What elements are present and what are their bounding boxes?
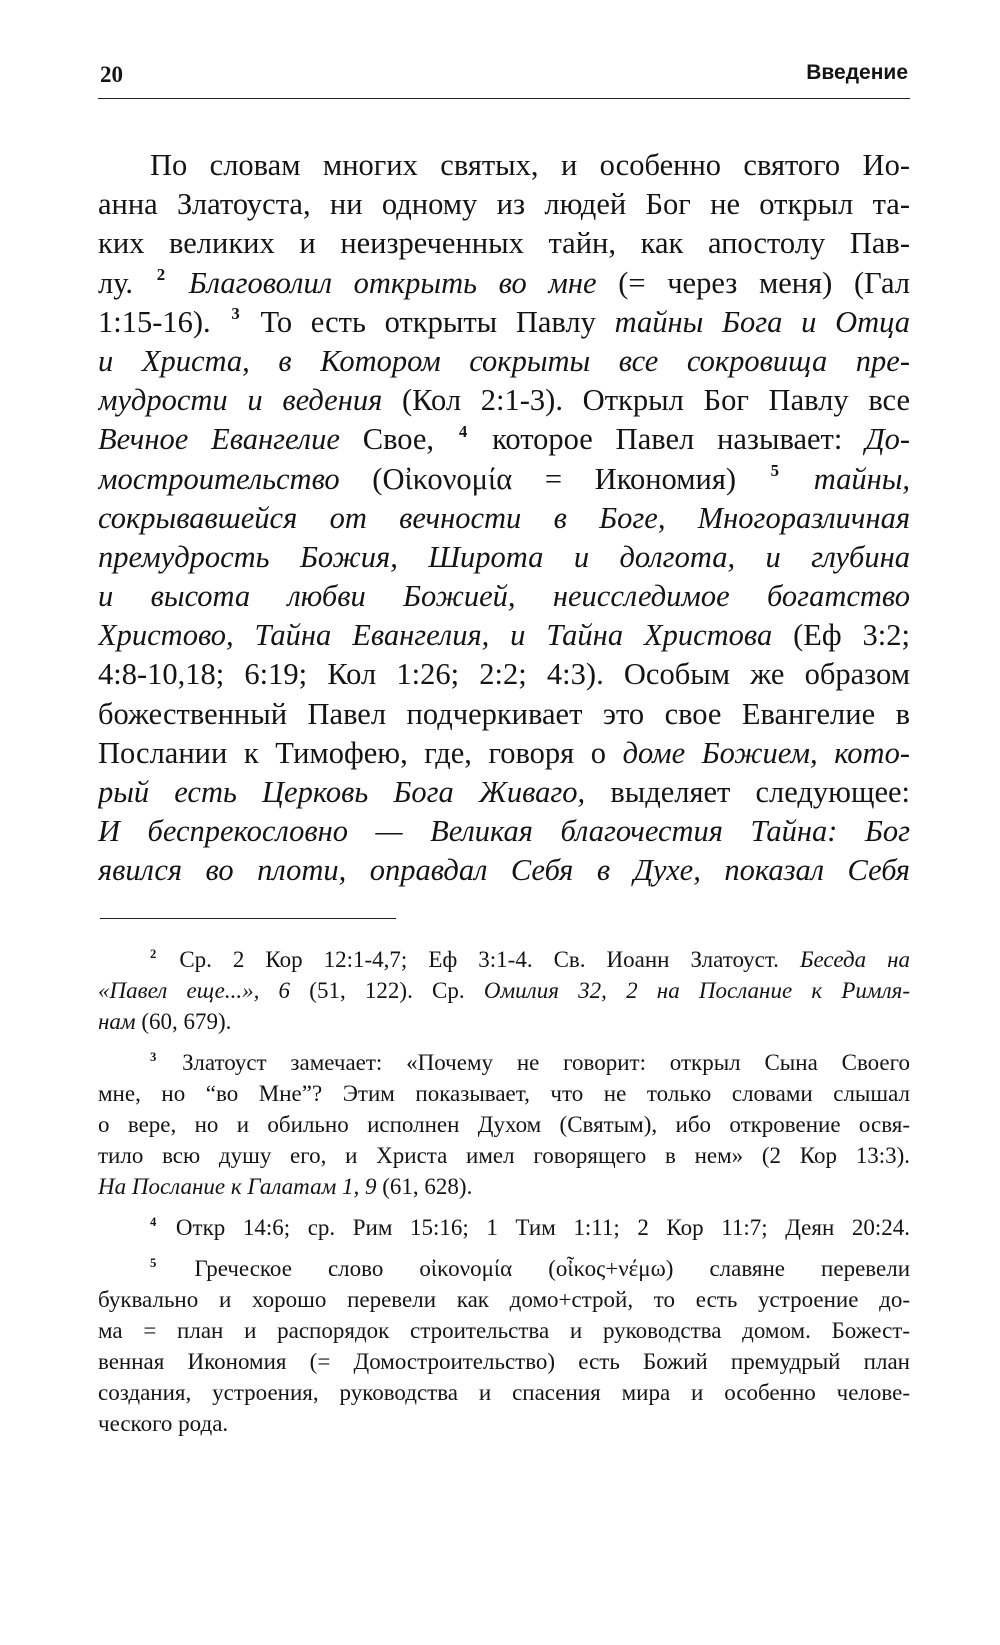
footnote-line: о вере, но и обильно исполнен Духом (Святым), ибо откровение освя- xyxy=(98,1112,910,1137)
text-line: рый есть Церковь Бога Живаго, выделяет следующее: xyxy=(98,775,910,809)
footnote-2 xyxy=(98,944,910,1037)
text-line: и высота любви Божией, неисследимое богатство xyxy=(98,579,910,614)
section-title: Введение xyxy=(806,61,908,84)
text-line: мудрости и ведения (Кол 2:1-3). Открыл Бог Павлу все xyxy=(98,383,910,418)
text-line: лу. $^2$ Благоволил открыть во мне (= через меня) (Гал xyxy=(98,264,910,300)
footnote-line: «Павел еще...», 6 (51, 122). Ср. Омилия 32, 2 на Послание к Римля- xyxy=(98,978,910,1003)
footnote-line: тило всю душу его, и Христа имел говорящего в нем» (2 Кор 13:3). xyxy=(98,1143,910,1168)
footnote-line: венная Икономия (= Домостроительство) есть Божий премудрый план xyxy=(98,1349,910,1374)
text-line: По словам многих святых, и особенно святого Ио- xyxy=(150,148,910,182)
footnote-ref: 4 xyxy=(458,421,468,441)
footnote-4 xyxy=(98,1212,910,1243)
running-header xyxy=(98,58,910,99)
footnote-ref: 3 xyxy=(231,304,240,324)
footnote-line: На Послание к Галатам 1, 9 (61, 628). xyxy=(98,1174,473,1199)
text-line: божественный Павел подчеркивает это свое Евангелие в xyxy=(98,696,910,731)
main-text xyxy=(98,146,910,891)
footnote-line: $^2$ Ср. 2 Кор 12:1-4,7; Еф 3:1-4. Св. Иоанн Златоуст. Беседа на xyxy=(150,946,910,972)
footnote-5 xyxy=(98,1253,910,1439)
text-line: и Христа, в Котором сокрыты все сокровища пре- xyxy=(98,343,910,378)
footnote-line: $^3$ Златоуст замечает: «Почему не говорит: открыл Сына Своего xyxy=(150,1049,910,1075)
footnote-number: 2 xyxy=(150,946,157,961)
text-line: Христово, Тайна Евангелия, и Тайна Христова (Еф 3:2; xyxy=(98,618,910,653)
text-line: премудрость Божия, Широта и долгота, и глубина xyxy=(98,539,910,574)
footnote-line: ческого рода. xyxy=(98,1411,229,1436)
text-line: анна Златоуста, ни одному из людей Бог не открыл та- xyxy=(98,187,910,222)
footnote-line: мне, но “во Мне”? Этим показывает, что не только словами слышал xyxy=(98,1081,910,1106)
footnote-line: ма = план и распорядок строительства и руководства домом. Божест- xyxy=(98,1318,910,1343)
footnote-line: $^4$ Откр 14:6; ср. Рим 15:16; 1 Тим 1:11; 2 Кор 11:7; Деян 20:24. xyxy=(150,1214,910,1240)
footnote-3 xyxy=(98,1047,910,1202)
footnote-divider xyxy=(100,918,396,919)
footnote-line: нам (60, 679). xyxy=(98,1009,232,1034)
text-line: ких великих и неизреченных тайн, как апостолу Пав- xyxy=(98,226,910,261)
footnotes xyxy=(98,944,910,1439)
text-line: сокрывавшейся от вечности в Боге, Многоразличная xyxy=(98,500,910,535)
footnote-ref: 5 xyxy=(770,460,780,480)
footnote-number: 3 xyxy=(150,1049,157,1064)
footnote-number: 5 xyxy=(150,1255,157,1270)
text-line: явился во плоти, оправдал Себя в Духе, показал Себя xyxy=(98,853,910,888)
text-line: 4:8-10,18; 6:19; Кол 1:26; 2:2; 4:3). Особым же образом xyxy=(98,657,910,692)
text-line: Послании к Тимофею, где, говоря о доме Божием, кото- xyxy=(98,735,910,770)
footnote-line: создания, устроения, руководства и спасения мира и особенно челове- xyxy=(98,1380,910,1405)
page-number: 20 xyxy=(100,62,123,87)
text-line: И беспрекословно — Великая благочестия Тайна: Бог xyxy=(98,814,910,849)
text-line: 1:15-16). $^3$ То есть открыты Павлу тайны Бога и Отца xyxy=(98,304,910,339)
footnote-number: 4 xyxy=(150,1214,157,1229)
text-line: Вечное Евангелие Свое, $^4$ которое Павел называет: До- xyxy=(98,421,910,457)
text-line: мостроительство (Οἰκονομία = Икономия) $^5$ тайны, xyxy=(98,460,910,496)
footnote-line: $^5$ Греческое слово οἰκονομία (οἶκος+νέμω) славяне перевели xyxy=(150,1255,910,1281)
footnote-line: буквально и хорошо перевели как домо+строй, то есть устроение до- xyxy=(98,1287,910,1312)
footnote-ref: 2 xyxy=(156,264,166,284)
